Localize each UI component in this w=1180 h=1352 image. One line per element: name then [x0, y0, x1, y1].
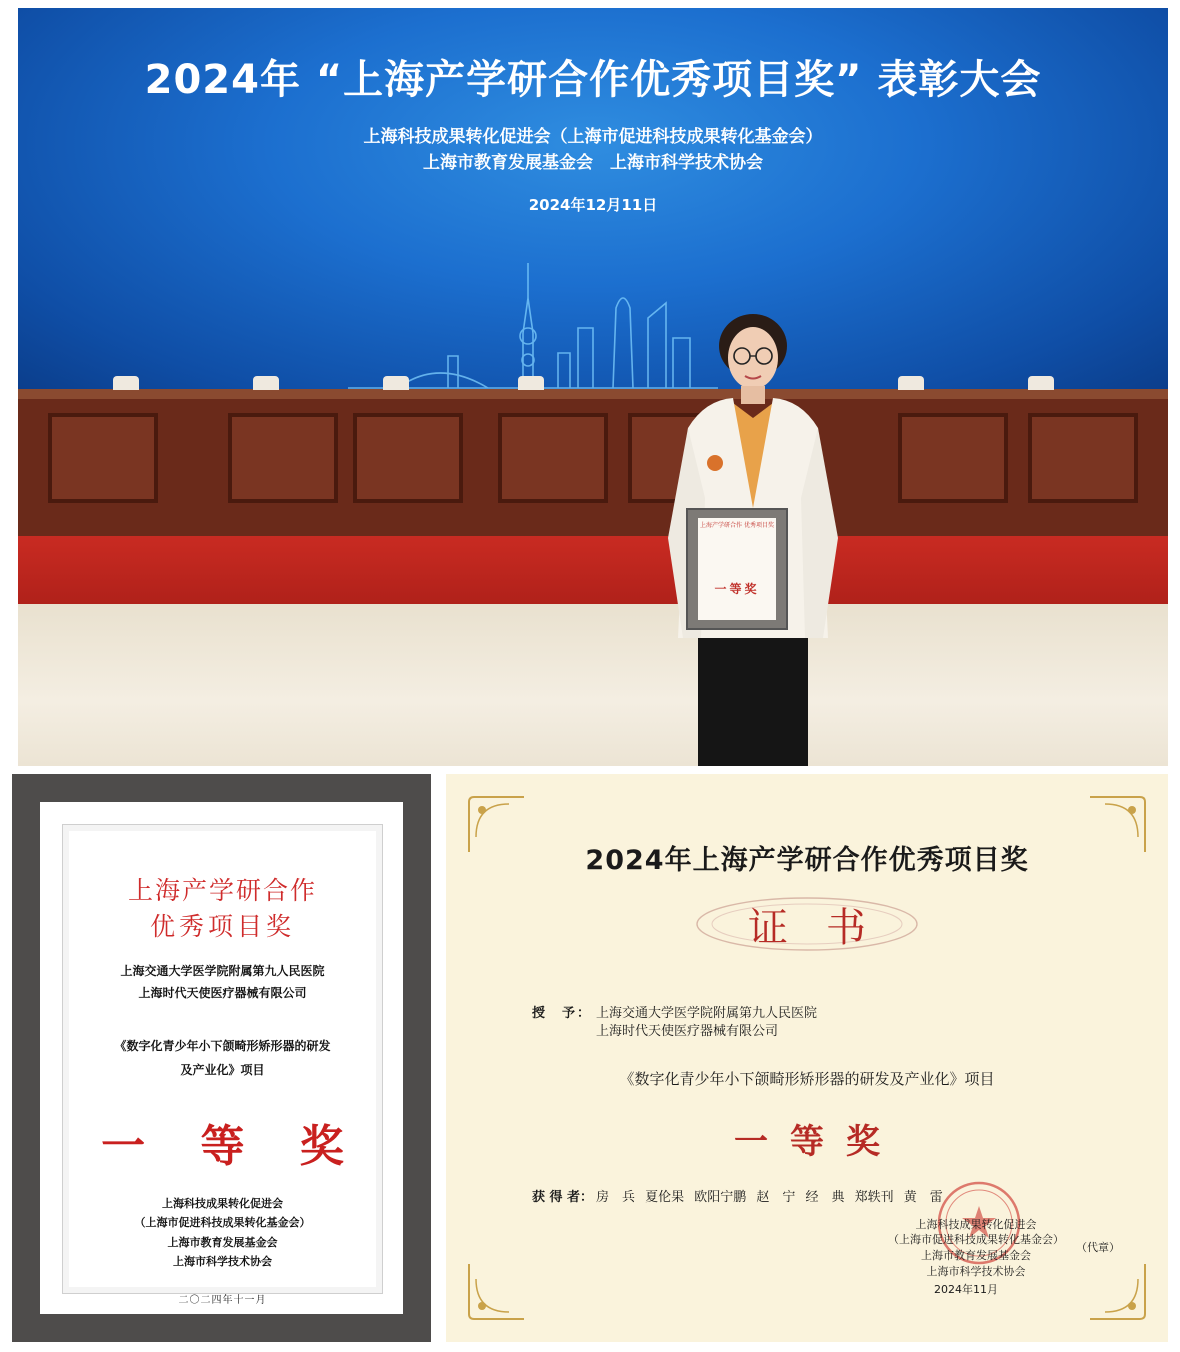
- plaque-date: 二〇二四年十一月: [178, 1295, 267, 1306]
- plaque-project-line2: 及产业化》项目: [180, 1063, 265, 1077]
- plaque-title-line1: 上海产学研合作: [127, 876, 317, 905]
- grantee-1: 上海交通大学医学院附属第九人民医院: [596, 1006, 818, 1021]
- plaque-organizer-4: 上海市科学技术协会: [173, 1255, 272, 1268]
- grantee-2: 上海时代天使医疗器械有限公司: [596, 1024, 779, 1039]
- stage-backdrop: [18, 8, 1168, 396]
- seal-note: （代章）: [1076, 1241, 1120, 1254]
- teacup: [518, 376, 544, 390]
- plaque-face: [62, 824, 383, 1306]
- plaque-project-line1: 《数字化青少年小下颌畸形矫形器的研发: [114, 1039, 331, 1053]
- ornament-corner-icon: [464, 1254, 534, 1324]
- certificate-organizer-2: （上海市促进科技成果转化基金会）: [888, 1233, 1064, 1246]
- award-certificate: [446, 774, 1168, 1342]
- stage-floor: [18, 604, 1168, 766]
- city-skyline-graphic: [18, 238, 1168, 398]
- table-panel: [48, 413, 158, 503]
- plaque-recipient-2: 上海时代天使医疗器械有限公司: [138, 986, 307, 1000]
- held-plaque-title: 上海产学研合作 优秀项目奖: [700, 522, 774, 529]
- backdrop-organizer-line1: 上海科技成果转化促进会（上海市促进科技成果转化基金会）: [363, 127, 823, 147]
- certificate-date: 2024年11月: [934, 1283, 998, 1296]
- winners-label: 获 得 者：: [532, 1190, 594, 1205]
- red-carpet: [18, 536, 1168, 604]
- award-plaque: [12, 774, 431, 1342]
- table-panel: [228, 413, 338, 503]
- certificate-organizer-1: 上海科技成果转化促进会: [915, 1218, 1037, 1231]
- teacup: [253, 376, 279, 390]
- plaque-organizer-1: 上海科技成果转化促进会: [162, 1197, 283, 1210]
- plaque-organizer-3: 上海市教育发展基金会: [167, 1236, 278, 1249]
- backdrop-organizer-line2: 上海市教育发展基金会 上海市科学技术协会: [423, 153, 763, 173]
- table-panel: [1028, 413, 1138, 503]
- held-plaque-face: [698, 518, 776, 620]
- table-top: [18, 389, 1168, 399]
- teacup: [1028, 376, 1054, 390]
- backdrop-title: 2024年 “上海产学研合作优秀项目奖” 表彰大会: [144, 57, 1042, 103]
- plaque-mat: [40, 802, 403, 1314]
- winners-list: 房 兵 夏伦果 欧阳宁鹏 赵 宁 经 典 郑轶刊 黄 雷: [596, 1190, 943, 1205]
- backdrop-date: 2024年12月11日: [528, 196, 658, 214]
- table-panel: [898, 413, 1008, 503]
- held-plaque: [686, 508, 788, 630]
- certificate-organizer-3: 上海市教育发展基金会: [921, 1249, 1031, 1262]
- certificate-award-level: 一等奖: [734, 1122, 902, 1162]
- certificate-organizer-4: 上海市科学技术协会: [926, 1265, 1026, 1278]
- certificate-title: 2024年上海产学研合作优秀项目奖: [585, 845, 1029, 876]
- table-panel: [353, 413, 463, 503]
- teacup: [113, 376, 139, 390]
- plaque-recipient-1: 上海交通大学医学院附属第九人民医院: [120, 964, 325, 978]
- ceremony-photo: [18, 8, 1168, 766]
- plaque-award-level: 一 等 奖: [101, 1121, 364, 1172]
- certificate-heading: 证书: [748, 905, 904, 951]
- plaque-title-line2: 优秀项目奖: [149, 912, 295, 941]
- certificate-project: 《数字化青少年小下颌畸形矫形器的研发及产业化》项目: [619, 1070, 995, 1088]
- table-panel: [498, 413, 608, 503]
- plaque-organizer-2: （上海市促进科技成果转化基金会）: [134, 1216, 311, 1229]
- teacup: [898, 376, 924, 390]
- grant-label: 授 予：: [532, 1006, 593, 1021]
- held-plaque-award: 一等奖: [714, 582, 760, 596]
- teacup: [383, 376, 409, 390]
